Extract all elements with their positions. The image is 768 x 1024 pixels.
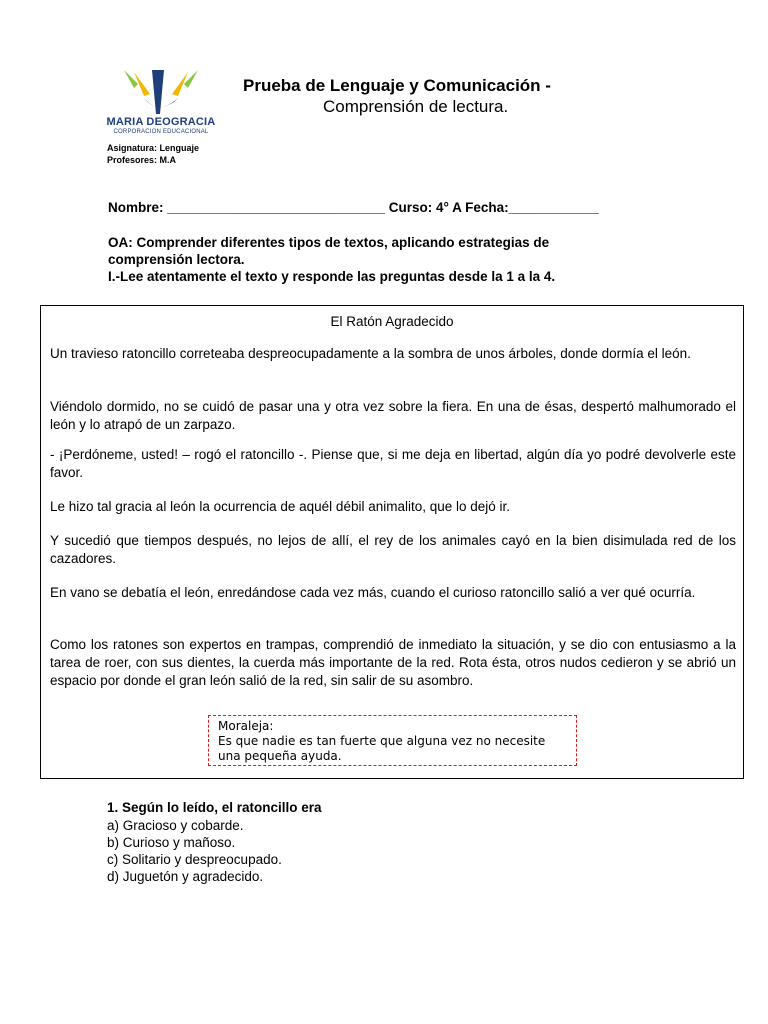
story-frame	[40, 305, 744, 779]
story-paragraph: Viéndolo dormido, no se cuidó de pasar una y otra vez sobre la fiera. En una de ésas, despertó malhumorado el león y lo atrapó de un zarpazo.	[50, 399, 736, 432]
instruction: I.-Lee atentamente el texto y responde las preguntas desde la 1 a la 4.	[108, 269, 556, 284]
story-paragraph: Y sucedió que tiempos después, no lejos de allí, el rey de los animales cayó en la bien disimulada red de los cazadores.	[50, 533, 736, 566]
school-logo	[100, 68, 222, 142]
objective-line-1: OA: Comprender diferentes tipos de textos, aplicando estrategias de	[108, 235, 550, 250]
story-title: El Ratón Agradecido	[330, 314, 454, 329]
page-title: Prueba de Lenguaje y Comunicación -	[243, 76, 551, 95]
logo-subtitle: CORPORACION EDUCACIONAL	[113, 129, 209, 135]
story-paragraph: - ¡Perdóneme, usted! – rogó el ratoncillo -. Piense que, si me deja en libertad, algún día yo podré devolverle este favor.	[50, 447, 736, 480]
story-paragraph: Un travieso ratoncillo correteaba despreocupadamente a la sombra de unos árboles, donde dormía el león.	[50, 346, 691, 361]
page-subtitle: Comprensión de lectura.	[323, 97, 509, 116]
moral-label: Moraleja:	[218, 719, 274, 733]
answer-option-b: b) Curioso y mañoso.	[107, 835, 236, 850]
teachers-label: Profesores: M.A	[107, 155, 177, 165]
answer-option-c: c) Solitario y despreocupado.	[107, 852, 282, 867]
answer-option-d: d) Juguetón y agradecido.	[107, 869, 264, 884]
moral-text: Es que nadie es tan fuerte que alguna vez no necesite una pequeña ayuda.	[218, 734, 546, 763]
question-title: 1. Según lo leído, el ratoncillo era	[107, 800, 322, 815]
subject-label: Asignatura: Lenguaje	[107, 143, 200, 153]
objective-line-2: comprensión lectora.	[108, 252, 245, 267]
moral-box	[208, 715, 577, 766]
story-paragraph: Le hizo tal gracia al león la ocurrencia de aquél débil animalito, que lo dejó ir.	[50, 499, 511, 514]
answer-option-a: a) Gracioso y cobarde.	[107, 818, 244, 833]
story-paragraph: Como los ratones son expertos en trampas, comprendió de inmediato la situación, y se dio con entusiasmo a la tarea de roer, con sus dientes, la cuerda más importante de la red. Rota ésta, otros nudos cedieron y se abrió un espacio por donde el gran león salió de la red, sin salir de su asombro.	[50, 637, 736, 688]
logo-name: MARIA DEOGRACIA	[106, 116, 216, 128]
story-paragraph: En vano se debatía el león, enredándose cada vez más, cuando el curioso ratoncillo salió a ver qué ocurría.	[50, 585, 696, 600]
logo-emblem-icon	[122, 68, 200, 116]
student-info-line: Nombre: _____________________________ Curso: 4° A Fecha:____________	[108, 200, 599, 215]
